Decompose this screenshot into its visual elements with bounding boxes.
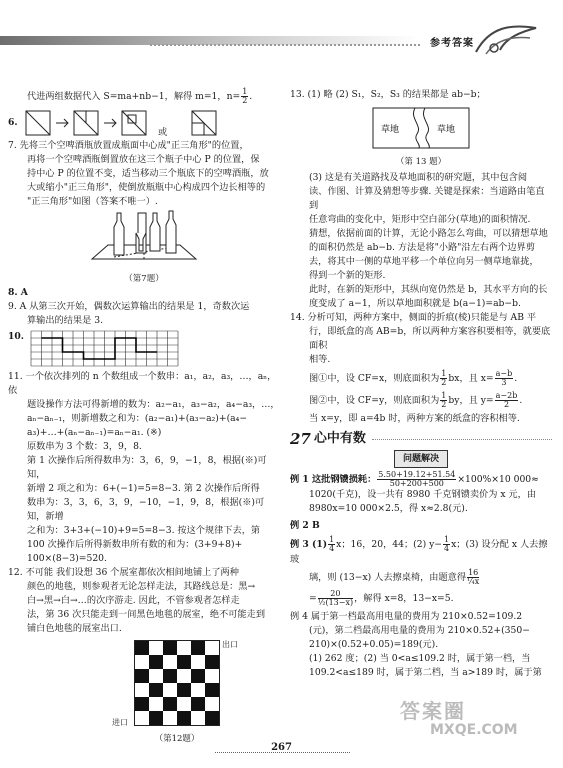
q14-frac-x: $\frac{a-b}{3}$ <box>495 369 513 387</box>
q13-line-6: 猜想，依据前面的计算，无论小路怎么弯曲，可以猜想草地 <box>309 228 548 239</box>
q12-line-4: 法，第 36 次只能走到一间黑色地毯的展室，绝不可能走到 <box>27 609 266 620</box>
board-cell <box>163 669 177 683</box>
q12-line-2: 颜色的地毯，则参观者无论怎样走法，其路线总是：黑→ <box>27 581 256 592</box>
q11-line-10: 100 次操作后所得新数串所有数的和为：(3+9+8)+ <box>27 539 243 550</box>
section-title: 心中有数 <box>313 431 366 446</box>
board-cell <box>149 683 163 697</box>
q13-line-5: 任意弯曲的变化中，矩形中空白部分(草地)的面积情况. <box>309 214 531 225</box>
q14-line-6: 当 x=y，即 a=4b 时，两种方案的纸盒的容积相等. <box>309 413 520 424</box>
q7-line-5: "正三角形"如图（答案不唯一）. <box>27 196 158 207</box>
board-cell <box>149 711 163 725</box>
board-cell <box>205 683 219 697</box>
q11-line-5: 原数串为 3 个数：3，9，8. <box>27 441 142 452</box>
q13-caption: （第 13 题） <box>395 157 447 167</box>
board-cell <box>191 655 205 669</box>
board-cell <box>163 641 177 655</box>
board-cell <box>191 697 205 711</box>
q6-or-label: 或 <box>158 127 168 138</box>
grass-label-right: 草地 <box>437 125 456 135</box>
q6-number: 6. <box>8 117 18 128</box>
intro-line: 代进两组数据代入 S=ma+nb−1，解得 m=1，n= $\frac{1}{2}$ . <box>27 87 253 105</box>
q13-line-8: 去，将其中一侧的草地平移一个单位向另一侧草地靠拢， <box>309 256 539 267</box>
section-number: 27 <box>290 430 311 448</box>
q13-line-11: 度变成了 a−1，所以草地面积就是 b(a−1)=ab−b. <box>309 298 521 309</box>
q8-answer: 8. A <box>8 287 28 298</box>
badge-wrap <box>290 450 552 468</box>
q14-frac-half-1: $\frac{1}{2}$ <box>441 369 447 387</box>
ex4-line-5: 109.2<a≤189 时，属于第二档，当 a>189 时，属于第 <box>309 667 542 678</box>
q9-line-1: 9. A 从第三次开始，偶数次运算输出的结果是 1，奇数次运 <box>8 301 250 312</box>
entry-label: 进口 <box>112 718 128 727</box>
q12-checkerboard <box>134 640 220 726</box>
ex1-line-1: 例 1 这批钢镄损耗： $\frac{5.50+19.12+51.54}{50+200+500}$ ×100%×10 000≈ <box>290 470 539 488</box>
board-cell <box>191 711 205 725</box>
watermark-url: MXQE.COM <box>430 722 518 738</box>
board-cell <box>191 683 205 697</box>
q11-line-3: aₙ−aₙ₋₁，则新增数之和为：(a₂−a₁)+(a₃−a₂)+(a₄− <box>27 413 248 424</box>
header-dotted-line <box>150 44 420 46</box>
q11-line-4: a₃)+…+(aₙ−aₙ₋₁)=aₙ−a₁. (※) <box>27 427 162 438</box>
board-cell <box>205 697 219 711</box>
right-column <box>290 88 552 680</box>
q11-line-7: 新增 2 项之和为：6+(−1)=5=8−3. 第 2 次操作后所得 <box>27 483 260 494</box>
header-ornament-icon <box>472 22 542 58</box>
ex4-line-3: 210)×(0.52+0.05)=189(元). <box>309 639 439 650</box>
ex3-line-2: 璃，则 (13−x) 人去擦桌椅，由题意得 $\frac{16}{\text{¼x}}$ <box>309 568 480 586</box>
q13-figure-wrap <box>290 106 552 169</box>
page-number-rule <box>215 752 350 753</box>
q7-bottles-figure <box>84 209 204 267</box>
q7-line-2: 再将一个空啤酒瓶倒置放在这三个瓶子中心 P 的位置，保 <box>27 154 260 165</box>
ex2-answer: 例 2 B <box>290 520 320 531</box>
board-cell <box>135 655 149 669</box>
board-cell <box>135 697 149 711</box>
q14-line-3: 相等. <box>309 354 331 365</box>
page-number: 267 <box>271 742 292 753</box>
board-cell <box>163 683 177 697</box>
q11-line-11: 100×(8−3)=520. <box>27 553 107 564</box>
board-cell <box>177 641 191 655</box>
board-cell <box>135 669 149 683</box>
ex3-frac-2: $\frac{1}{4}$ <box>444 535 450 553</box>
q13-line-9: 得到一个新的矩形. <box>309 270 386 281</box>
board-cell <box>177 697 191 711</box>
q7-line-3: 持中心 P 的位置不变，适当移动三个瓶底下的空啤酒瓶，放 <box>27 168 269 179</box>
exit-label: 出口 <box>222 640 238 649</box>
ex3-frac-4: $\frac{20}{\text{½(13−x)}}$ <box>317 589 354 607</box>
board-cell <box>205 641 219 655</box>
q13-line-4: 读、作图、计算及猜想等步骤. 关键是探索：当道路由笔直到 <box>309 186 545 211</box>
q14-frac-y: $\frac{a-2b}{2}$ <box>495 391 518 409</box>
header-label: 参考答案 <box>430 38 474 49</box>
q7-caption: （第7题） <box>124 274 164 284</box>
ex3-line-1: 例 3 (1) $\frac{1}{4}$ x；16，20，44；(2) y− $\frac{1}{4}$ x；(3) 设分配 x 人去擦玻 <box>290 535 548 565</box>
q14-line-2: 行，即纸盒的高 AB=b，所以两种方案容积要相等，就要底面积 <box>309 326 551 351</box>
board-cell <box>149 669 163 683</box>
q13-line-10: 此时，在新的矩形中，其纵向宽仍然是 b，其水平方向的长 <box>309 284 548 295</box>
q14-line-4: 图①中，设 CF=x，则底面积为 $\frac{1}{2}$ bx，且 x= $\frac{a-b}{3}$ . <box>309 369 518 387</box>
q11-line-2: 题设操作方法可得新增的数为：a₂−a₁，a₃−a₂，a₄−a₃，…， <box>27 399 280 410</box>
q14-line-5: 图②中，设 CF=y，则底面积为 $\frac{1}{2}$ by，且 y= $\frac{a-2b}{2}$ . <box>309 391 523 409</box>
board-cell <box>135 683 149 697</box>
q12-line-5: 铺白色地毯的展室出口. <box>27 623 122 634</box>
q13-line-7: 的面积仍然是 ab−b. 方法是将"小路"沿左右两个边界剪 <box>309 242 535 253</box>
q10-grid-figure <box>30 330 180 368</box>
board-cell <box>163 697 177 711</box>
q13-line-3: (3) 这是有关道路找及草地面积的研究题，其中包含阅 <box>309 172 528 183</box>
board-cell <box>177 711 191 725</box>
q14-frac-half-2: $\frac{1}{2}$ <box>441 391 447 409</box>
q14-line-1: 14. 分析可知，两种方案中，侧面的折痕(棱)只能是与 AB 平 <box>290 312 537 323</box>
board-cell <box>149 641 163 655</box>
ex3-frac-1: $\frac{1}{4}$ <box>329 535 335 553</box>
board-cell <box>135 641 149 655</box>
ex4-line-2: (元)，第二档最高用电量的费用为 210×0.52+(350− <box>309 625 530 636</box>
board-cell <box>163 711 177 725</box>
board-cell <box>177 683 191 697</box>
q11-line-8: 数串为：3，3，6，3，9，−10，−1，9，8，根据(※)可知，新增 <box>27 497 265 522</box>
ex4-line-1: 例 4 属于第一档最高用电量的费用为 210×0.52=109.2 <box>290 611 523 622</box>
q10-number: 10. <box>8 331 24 342</box>
ex4-line-4: (1) 262 度；(2) 当 0<a≤109.2 时，属于第一档，当 <box>309 653 531 664</box>
left-column <box>8 88 280 768</box>
q7-figure-wrap <box>8 209 280 286</box>
board-cell <box>205 711 219 725</box>
board-cell <box>163 655 177 669</box>
board-cell <box>135 711 149 725</box>
watermark-logo: 答案圈 <box>400 699 466 723</box>
q13-grass-figure <box>371 106 471 150</box>
ex1-line-2: 1020(千克)，设一共有 8980 千克钢镄卖价为 x 元，由 <box>309 489 536 500</box>
board-cell <box>177 655 191 669</box>
q6-figure <box>24 109 234 137</box>
q12-line-1: 12. 不可能 我们设想 36 个展室都依次相间地铺上了两种 <box>8 567 239 578</box>
ex1-fraction: $\frac{5.50+19.12+51.54}{50+200+500}$ <box>378 470 456 488</box>
q12-line-3: 白→黑→白→…的次序游走. 因此，不管参观者怎样走 <box>27 595 240 606</box>
q11-line-1: 11. 一个依次排列的 n 个数组成一个数串：a₁，a₂，a₃，…，aₙ，依 <box>8 371 277 396</box>
board-cell <box>191 669 205 683</box>
q7-line-1: 7. 先将三个空啤酒瓶放置成瓶面中心成"正三角形"的位置， <box>8 140 249 151</box>
board-cell <box>205 655 219 669</box>
ex1-line-3: 8980x=10 000×2.5，得 x≈2.8(元). <box>309 503 468 514</box>
board-cell <box>205 669 219 683</box>
section-heading <box>290 432 552 446</box>
grass-label-left: 草地 <box>381 125 400 135</box>
board-cell <box>191 641 205 655</box>
board-cell <box>177 669 191 683</box>
q12-caption: （第12题） <box>154 734 200 744</box>
q11-line-9: 之和为：3+3+(−10)+9=5=8−3. 按这个规律下去，第 <box>27 525 261 536</box>
q7-line-4: 大或缩小"正三角形"，使倒放瓶瓶中心构成四个边长相等的 <box>27 182 266 193</box>
q9-line-2: 算输出的结果是 3. <box>27 315 103 326</box>
ex3-frac-3: $\frac{16}{\text{¼x}}$ <box>467 568 480 586</box>
board-cell <box>149 697 163 711</box>
problem-solving-badge: 问题解决 <box>394 450 448 468</box>
q10-row <box>8 330 280 368</box>
q13-line-1: 13. (1) 略 (2) S₁，S₂，S₃ 的结果都是 ab−b； <box>290 89 486 100</box>
board-cell <box>149 655 163 669</box>
intro-fraction: $\frac{1}{2}$ <box>242 87 248 105</box>
ex3-line-3: = $\frac{20}{\text{½(13−x)}}$ ，解得 x=8，13−x=5. <box>309 589 454 607</box>
q6-row <box>8 109 280 137</box>
q11-line-6: 第 1 次操作后所得数串为：3，6，9，−1，8，根据(※)可知， <box>27 455 267 480</box>
